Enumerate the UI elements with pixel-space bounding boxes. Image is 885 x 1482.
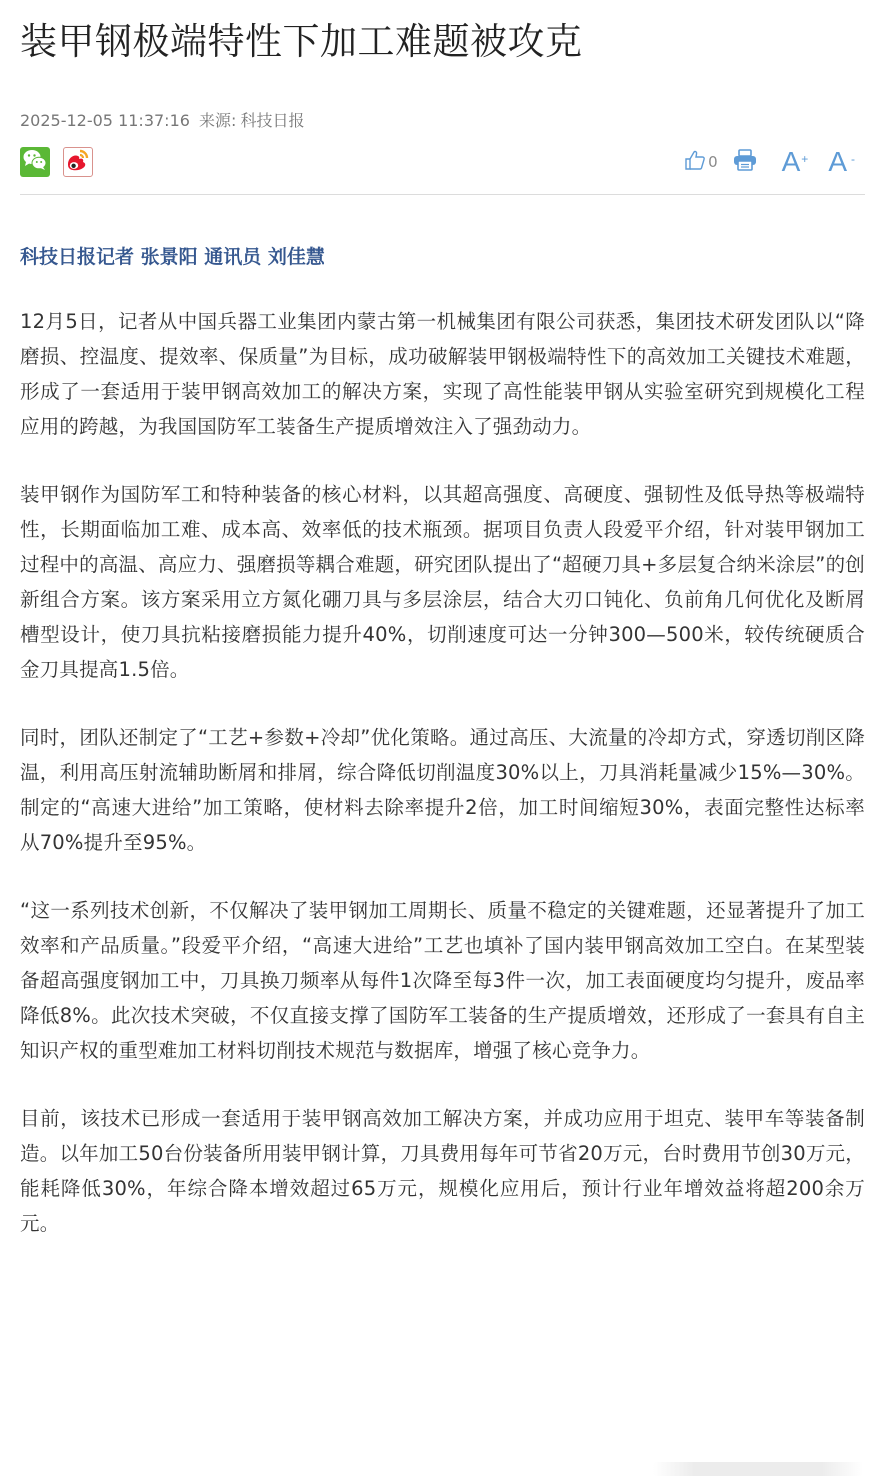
font-increase-icon: A + (781, 146, 809, 177)
body-paragraph: 12月5日，记者从中国兵器工业集团内蒙古第一机械集团有限公司获悉，集团技术研发团队以“降磨损、控温度、提效率、保质量”为目标，成功破解装甲钢极端特性下的高效加工关键技术难题，形成了一套适用于装甲钢高效加工的解决方案，实现了高性能装甲钢从实验室研究到规模化工程应用的跨越，为我国国防军工装备生产提质增效注入了强劲动力。 (20, 310, 865, 438)
faint-watermark (653, 1462, 863, 1476)
printer-icon (732, 148, 758, 176)
header-divider (20, 194, 865, 195)
body-paragraph: 同时，团队还制定了“工艺+参数+冷却”优化策略。通过高压、大流量的冷却方式，穿透切削区降温，利用高压射流辅助断屑和排屑，综合降低切削温度30%以上，刀具消耗量减少15%—30%。制定的“高速大进给”加工策略，使材料去除率提升2倍，加工时间缩短30%，表面完整性达标率从70%提升至95%。 (20, 726, 865, 854)
article-title: 装甲钢极端特性下加工难题被攻克 (20, 20, 583, 63)
article-body (20, 304, 865, 1241)
print-button[interactable] (732, 148, 758, 176)
body-paragraph: 目前，该技术已形成一套适用于装甲钢高效加工解决方案，并成功应用于坦克、装甲车等装备制造。以年加工50台份装备所用装甲钢计算，刀具费用每年可节省20万元，台时费用节创30万元，能耗降低30%，年综合降本增效超过65万元，规模化应用后，预计行业年增效益将超200余万元。 (20, 1107, 865, 1235)
like-button[interactable] (684, 149, 718, 175)
font-decrease-button[interactable] (828, 148, 853, 176)
share-weibo-button[interactable] (63, 147, 93, 177)
thumbs-up-icon (684, 149, 706, 175)
body-paragraph: 装甲钢作为国防军工和特种装备的核心材料，以其超高强度、高硬度、强韧性及低导热等极端特性，长期面临加工难、成本高、效率低的技术瓶颈。据项目负责人段爱平介绍，针对装甲钢加工过程中的高温、高应力、强磨损等耦合难题，研究团队提出了“超硬刀具+多层复合纳米涂层”的创新组合方案。该方案采用立方氮化硼刀具与多层涂层，结合大刃口钝化、负前角几何优化及断屑槽型设计，使刀具抗粘接磨损能力提升40%，切削速度可达一分钟300—500米，较传统硬质合金刀具提高1.5倍。 (20, 483, 865, 681)
source-label: 来源: (199, 111, 237, 130)
weibo-icon (65, 147, 91, 177)
wechat-icon (22, 148, 48, 176)
font-decrease-icon: A - (828, 146, 855, 177)
font-increase-button[interactable] (782, 148, 807, 176)
article-tools (684, 148, 865, 176)
body-paragraph: “这一系列技术创新，不仅解决了装甲钢加工周期长、质量不稳定的关键难题，还显著提升了加工效率和产品质量。”段爱平介绍，“高速大进给”工艺也填补了国内装甲钢高效加工空白。在某型装备超高强度钢加工中，刀具换刀频率从每件1次降至每3件一次，加工表面硬度均匀提升，废品率降低8%。此次技术突破，不仅直接支撑了国防军工装备的生产提质增效，还形成了一套具有自主知识产权的重型难加工材料切削技术规范与数据库，增强了核心竞争力。 (20, 899, 865, 1062)
article-toolbar (20, 144, 865, 180)
article-byline: 科技日报记者 张景阳 通讯员 刘佳慧 (20, 246, 325, 268)
publish-datetime: 2025-12-05 11:37:16 (20, 111, 190, 130)
article-meta (20, 110, 865, 132)
share-buttons (20, 147, 93, 177)
source-name: 科技日报 (240, 111, 305, 130)
like-count: 0 (708, 153, 718, 171)
share-wechat-button[interactable] (20, 147, 50, 177)
